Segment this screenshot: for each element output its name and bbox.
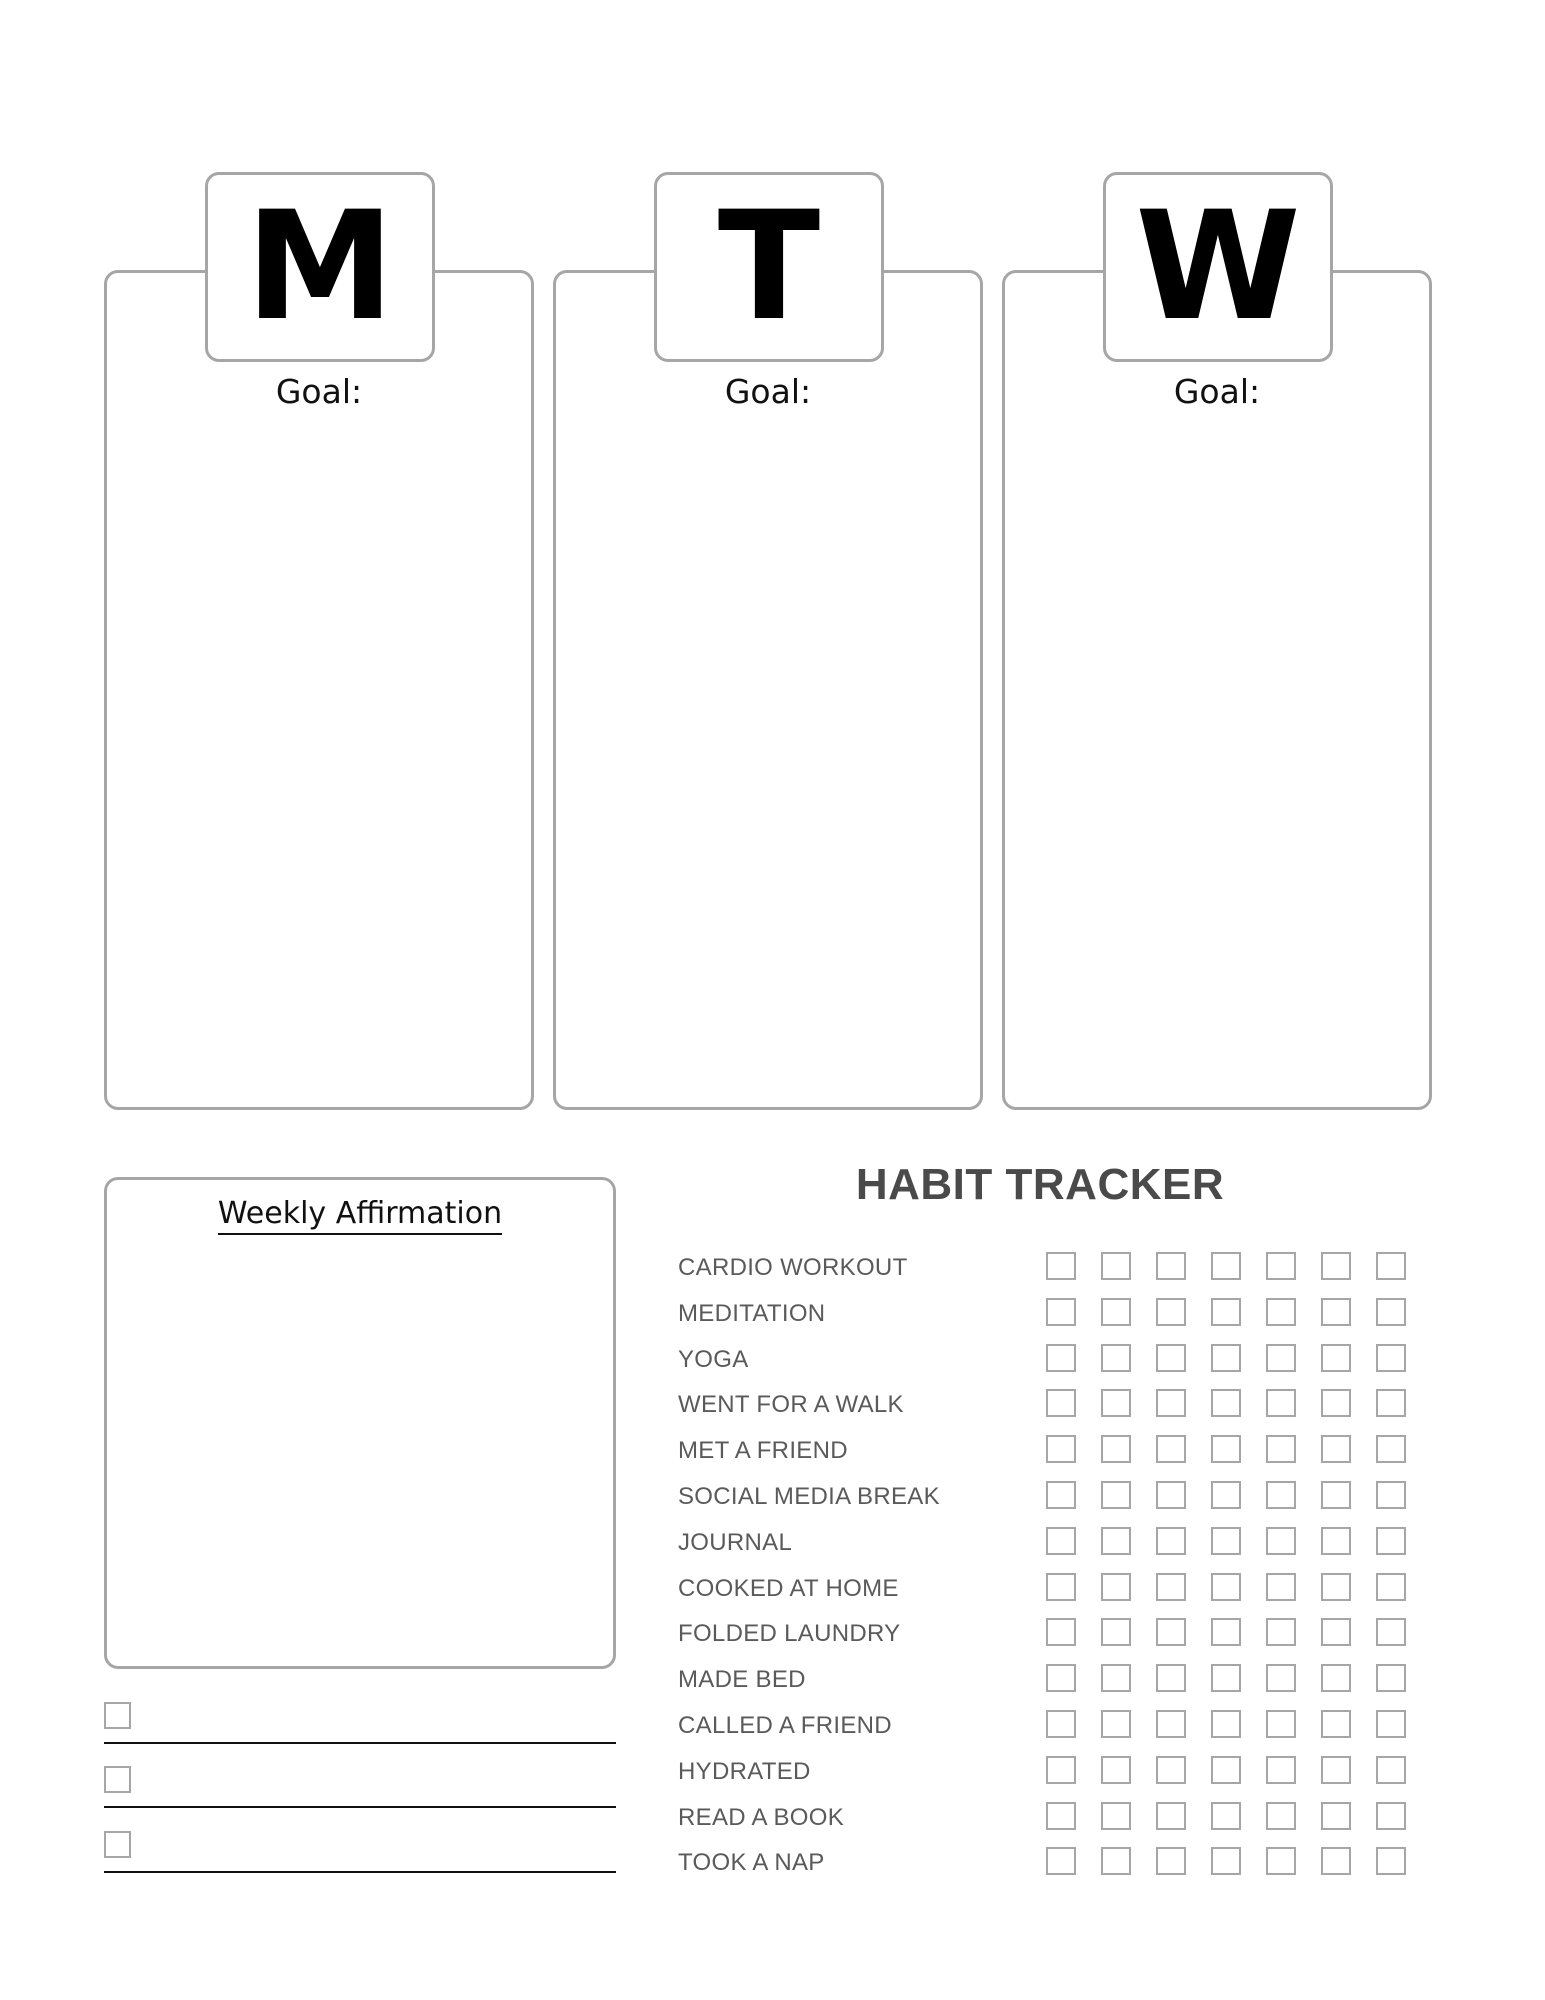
habit-checkbox[interactable]: [1376, 1573, 1406, 1601]
habit-row: [678, 1527, 1408, 1567]
habit-checkbox[interactable]: [1156, 1618, 1186, 1646]
habit-checkbox[interactable]: [1046, 1252, 1076, 1280]
todo-line[interactable]: [104, 1831, 616, 1873]
habit-checkbox[interactable]: [1156, 1847, 1186, 1875]
day-tab-wednesday: W: [1103, 172, 1333, 362]
habit-checkbox[interactable]: [1321, 1298, 1351, 1326]
habit-checkbox[interactable]: [1211, 1847, 1241, 1875]
day-tab-monday: M: [205, 172, 435, 362]
habit-checkbox[interactable]: [1156, 1756, 1186, 1784]
habit-checkbox[interactable]: [1156, 1481, 1186, 1509]
habit-checkbox[interactable]: [1376, 1756, 1406, 1784]
habit-checkbox[interactable]: [1321, 1344, 1351, 1372]
habit-row: [678, 1481, 1408, 1521]
todo-checkbox[interactable]: [104, 1831, 131, 1858]
habit-label: READ A BOOK: [678, 1804, 845, 1831]
goal-label-wednesday: Goal:: [1173, 372, 1261, 411]
habit-checkbox[interactable]: [1156, 1527, 1186, 1555]
habit-checkbox[interactable]: [1156, 1802, 1186, 1830]
habit-checkbox[interactable]: [1211, 1664, 1241, 1692]
habit-row: [678, 1756, 1408, 1796]
todo-checkbox[interactable]: [104, 1702, 131, 1729]
habit-checkbox[interactable]: [1376, 1481, 1406, 1509]
habit-checkbox[interactable]: [1046, 1710, 1076, 1738]
habit-checkbox[interactable]: [1321, 1252, 1351, 1280]
habit-checkbox[interactable]: [1321, 1389, 1351, 1417]
habit-row: [678, 1344, 1408, 1384]
habit-row: [678, 1573, 1408, 1613]
habit-checkbox[interactable]: [1376, 1252, 1406, 1280]
habit-row: [678, 1847, 1408, 1887]
habit-checkbox[interactable]: [1376, 1298, 1406, 1326]
habit-checkbox[interactable]: [1376, 1802, 1406, 1830]
habit-checkbox[interactable]: [1266, 1618, 1296, 1646]
habit-checkbox[interactable]: [1266, 1527, 1296, 1555]
habit-checkbox[interactable]: [1156, 1252, 1186, 1280]
habit-checkbox[interactable]: [1376, 1710, 1406, 1738]
habit-checkbox[interactable]: [1101, 1252, 1131, 1280]
habit-checkbox[interactable]: [1321, 1618, 1351, 1646]
habit-checkbox[interactable]: [1101, 1298, 1131, 1326]
day-tab-tuesday: T: [654, 172, 884, 362]
habit-label: CALLED A FRIEND: [678, 1712, 892, 1739]
habit-checkbox[interactable]: [1376, 1664, 1406, 1692]
habit-checkbox[interactable]: [1046, 1481, 1076, 1509]
habit-checkbox[interactable]: [1321, 1756, 1351, 1784]
habit-checkbox[interactable]: [1156, 1710, 1186, 1738]
weekly-affirmation-title: Weekly Affirmation: [218, 1196, 502, 1235]
habit-checkbox[interactable]: [1101, 1847, 1131, 1875]
goal-label-monday: Goal:: [275, 372, 363, 411]
habit-checkbox[interactable]: [1046, 1802, 1076, 1830]
habit-checkbox[interactable]: [1156, 1344, 1186, 1372]
habit-label: MEDITATION: [678, 1300, 826, 1327]
habit-checkbox[interactable]: [1211, 1802, 1241, 1830]
habit-checkbox[interactable]: [1101, 1344, 1131, 1372]
habit-row: [678, 1298, 1408, 1338]
habit-label: YOGA: [678, 1346, 749, 1373]
habit-checkbox[interactable]: [1266, 1389, 1296, 1417]
todo-checkbox[interactable]: [104, 1766, 131, 1793]
habit-checkbox[interactable]: [1101, 1618, 1131, 1646]
habit-row: [678, 1618, 1408, 1658]
habit-checkbox[interactable]: [1211, 1756, 1241, 1784]
habit-checkbox[interactable]: [1101, 1573, 1131, 1601]
habit-checkbox[interactable]: [1211, 1618, 1241, 1646]
habit-checkbox[interactable]: [1156, 1389, 1186, 1417]
habit-row: [678, 1710, 1408, 1750]
goal-label-tuesday: Goal:: [724, 372, 812, 411]
habit-checkbox[interactable]: [1211, 1710, 1241, 1738]
habit-checkbox[interactable]: [1156, 1298, 1186, 1326]
habit-checkbox[interactable]: [1046, 1756, 1076, 1784]
habit-checkbox[interactable]: [1321, 1527, 1351, 1555]
habit-checkbox[interactable]: [1266, 1435, 1296, 1463]
habit-checkbox[interactable]: [1046, 1847, 1076, 1875]
habit-checkbox[interactable]: [1211, 1573, 1241, 1601]
habit-label: WENT FOR A WALK: [678, 1391, 904, 1418]
habit-checkbox[interactable]: [1046, 1298, 1076, 1326]
habit-checkbox[interactable]: [1101, 1756, 1131, 1784]
habit-checkbox[interactable]: [1266, 1710, 1296, 1738]
habit-checkbox[interactable]: [1101, 1435, 1131, 1463]
habit-checkbox[interactable]: [1156, 1664, 1186, 1692]
habit-checkbox[interactable]: [1266, 1344, 1296, 1372]
habit-checkbox[interactable]: [1156, 1573, 1186, 1601]
habit-checkbox[interactable]: [1211, 1344, 1241, 1372]
habit-checkbox[interactable]: [1266, 1252, 1296, 1280]
habit-label: COOKED AT HOME: [678, 1575, 899, 1602]
habit-checkbox[interactable]: [1376, 1435, 1406, 1463]
habit-checkbox[interactable]: [1266, 1756, 1296, 1784]
habit-checkbox[interactable]: [1101, 1389, 1131, 1417]
habit-label: CARDIO WORKOUT: [678, 1254, 908, 1281]
habit-row: [678, 1435, 1408, 1475]
habit-label: JOURNAL: [678, 1529, 793, 1556]
habit-checkbox[interactable]: [1321, 1710, 1351, 1738]
habit-checkbox[interactable]: [1211, 1481, 1241, 1509]
habit-checkbox[interactable]: [1156, 1435, 1186, 1463]
habit-checkbox[interactable]: [1211, 1435, 1241, 1463]
habit-checkbox[interactable]: [1046, 1664, 1076, 1692]
todo-line[interactable]: [104, 1702, 616, 1744]
habit-checkbox[interactable]: [1266, 1664, 1296, 1692]
habit-row: [678, 1664, 1408, 1704]
habit-checkbox[interactable]: [1211, 1527, 1241, 1555]
habit-label: MET A FRIEND: [678, 1437, 848, 1464]
habit-checkbox[interactable]: [1321, 1481, 1351, 1509]
habit-checkbox[interactable]: [1046, 1435, 1076, 1463]
habit-checkbox[interactable]: [1046, 1389, 1076, 1417]
habit-checkbox[interactable]: [1321, 1573, 1351, 1601]
habit-row: [678, 1802, 1408, 1842]
habit-checkbox[interactable]: [1376, 1527, 1406, 1555]
habit-checkbox[interactable]: [1266, 1573, 1296, 1601]
habit-checkbox[interactable]: [1211, 1389, 1241, 1417]
habit-checkbox[interactable]: [1211, 1298, 1241, 1326]
habit-checkbox[interactable]: [1266, 1298, 1296, 1326]
habit-checkbox[interactable]: [1101, 1710, 1131, 1738]
habit-label: TOOK A NAP: [678, 1849, 825, 1876]
habit-checkbox[interactable]: [1376, 1618, 1406, 1646]
weekly-affirmation-box[interactable]: [104, 1177, 616, 1669]
habit-tracker-title: HABIT TRACKER: [855, 1160, 1225, 1209]
todo-line[interactable]: [104, 1766, 616, 1808]
habit-checkbox[interactable]: [1101, 1481, 1131, 1509]
habit-label: SOCIAL MEDIA BREAK: [678, 1483, 940, 1510]
habit-checkbox[interactable]: [1101, 1802, 1131, 1830]
habit-checkbox[interactable]: [1266, 1847, 1296, 1875]
habit-checkbox[interactable]: [1266, 1802, 1296, 1830]
habit-row: [678, 1252, 1408, 1292]
habit-label: HYDRATED: [678, 1758, 811, 1785]
habit-checkbox[interactable]: [1376, 1389, 1406, 1417]
habit-checkbox[interactable]: [1376, 1344, 1406, 1372]
habit-label: FOLDED LAUNDRY: [678, 1620, 901, 1647]
habit-checkbox[interactable]: [1321, 1435, 1351, 1463]
habit-checkbox[interactable]: [1101, 1527, 1131, 1555]
habit-checkbox[interactable]: [1266, 1481, 1296, 1509]
habit-checkbox[interactable]: [1211, 1252, 1241, 1280]
habit-checkbox[interactable]: [1376, 1847, 1406, 1875]
habit-checkbox[interactable]: [1046, 1527, 1076, 1555]
habit-label: MADE BED: [678, 1666, 806, 1693]
habit-checkbox[interactable]: [1321, 1664, 1351, 1692]
habit-row: [678, 1389, 1408, 1429]
habit-checkbox[interactable]: [1046, 1618, 1076, 1646]
habit-checkbox[interactable]: [1046, 1573, 1076, 1601]
habit-checkbox[interactable]: [1321, 1847, 1351, 1875]
habit-checkbox[interactable]: [1101, 1664, 1131, 1692]
habit-checkbox[interactable]: [1321, 1802, 1351, 1830]
habit-checkbox[interactable]: [1046, 1344, 1076, 1372]
